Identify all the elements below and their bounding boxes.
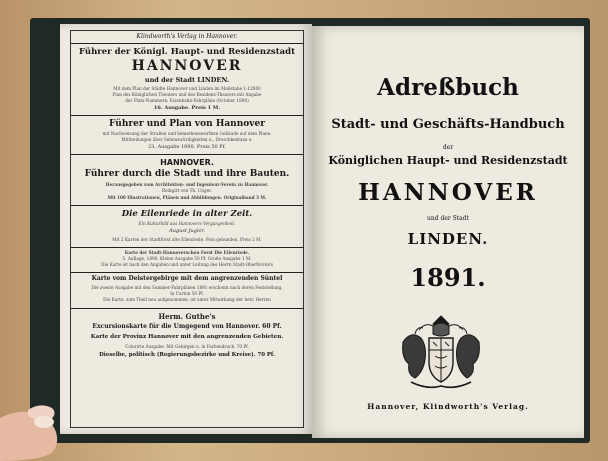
block2-line: Mittheilungen über Sehenswürdigkeiten u., Droschkentaxe u. xyxy=(121,137,253,142)
block7-line: Dieselbe, politisch (Regierungsbezirke und Kreise). 70 Pf. xyxy=(99,352,275,358)
block6-line: Die Karte, zum Theil neu aufgenommen, ist unter Mitwirkung der betr. Herren xyxy=(103,297,271,302)
divider xyxy=(71,247,303,248)
block4-title: Die Eilenriede in alter Zeit. xyxy=(121,209,253,219)
divider xyxy=(71,154,303,155)
block1-title: Führer der Königl. Haupt- und Residenzstadt xyxy=(79,47,295,57)
block1-line: Plan des Königlichen Theaters und des Residenz-Theaters mit Angabe xyxy=(112,92,262,97)
divider xyxy=(71,205,303,206)
block1-line: der Platz-Nummern. Eisenbahn-Fahrpläne (October 1890) xyxy=(125,98,249,103)
hand-image xyxy=(0,398,78,461)
title-und-der-stadt: und der Stadt xyxy=(427,215,469,222)
block3-line: Herausgegeben vom Architekten- und Ingenieur-Verein zu Hannover. xyxy=(105,182,269,187)
title-der: der xyxy=(442,144,454,151)
block2-price: 23. Ausgabe 1890. Preis 50 Pf. xyxy=(148,144,226,150)
title-hannover: HANNOVER xyxy=(358,179,538,206)
block4-line: Ein Kulturbild aus Hannovers Vergangenheit. xyxy=(138,221,236,226)
title-year: 1891. xyxy=(410,263,486,292)
block5-title: Karte der Stadt-Hannoverschen Forst Die Eilenriede. xyxy=(124,250,250,255)
block4-author: August Jugler. xyxy=(169,228,205,234)
divider xyxy=(71,308,303,309)
block4-price: Mit 2 Karten der Stadtforst alte Eilenriede. Fein gebunden. Preis 2 M. xyxy=(112,237,262,242)
block1-city: HANNOVER xyxy=(131,58,243,74)
block2-title: Führer und Plan von Hannover xyxy=(109,119,265,129)
coat-of-arms-icon xyxy=(397,312,485,394)
block6-line: In Carton 50 Pf. xyxy=(170,291,204,296)
block3-line: Redigirt von Th. Unger. xyxy=(161,188,212,193)
block1-subtitle: und der Stadt LINDEN. xyxy=(144,76,230,84)
block7-line: Colorirte Ausgabe. Mit Gebirgen u. in Farbendruck. 70 Pf. xyxy=(125,344,249,349)
publisher-header: Klindworth's Verlag in Hannover. xyxy=(136,33,238,40)
block3-price: Mit 100 Illustrationen, Plänen und Abbildungen. Originalband 3 M. xyxy=(107,195,267,200)
block1-price: 16. Ausgabe. Preis 1 M. xyxy=(153,105,221,111)
block3-subtitle: Führer durch die Stadt und ihre Bauten. xyxy=(84,169,290,179)
divider xyxy=(71,43,303,44)
block6-title: Karte vom Deistergebirge mit dem angrenzenden Süntel xyxy=(91,275,283,282)
divider xyxy=(71,115,303,116)
title-footer: Hannover, Klindworth's Verlag. xyxy=(367,402,529,411)
block5-line: Die Karte ist nach den Angaben und unter Leitung des Herrn Stadt-Oberförsters xyxy=(101,262,273,267)
block2-line: mit Nachweisung der Straßen und bemerkenswerthen Gebäude auf dem Plane. xyxy=(102,131,272,136)
title-handbuch: Stadt- und Geschäfts-Handbuch xyxy=(331,117,565,132)
divider xyxy=(71,272,303,273)
advertisement-frame xyxy=(70,30,304,428)
block3-title: HANNOVER. xyxy=(160,158,214,167)
block7-line: Excursionskarte für die Umgegend von Hannover. 60 Pf. xyxy=(92,323,282,330)
block7-line: Karte der Provinz Hannover mit den angrenzenden Gebieten. xyxy=(90,334,284,340)
block7-title: Herm. Guthe's xyxy=(158,312,216,321)
block1-line: Mit dem Plan der Städte Hannover und Linden im Maßstabe 1:12000 xyxy=(113,86,261,91)
title-linden: LINDEN. xyxy=(407,230,489,248)
title-adressbuch: Adreßbuch xyxy=(377,74,519,101)
block5-line: 5. Auflage, 1890. Kleine Ausgabe 50 Pf. Große Ausgabe 1 M. xyxy=(122,256,252,261)
title-residenzstadt: Königlichen Haupt- und Residenzstadt xyxy=(328,154,568,167)
block6-line: Die zweite Ausgabe mit den Sommer-Fahrplänen 1891 erscheint nach deren Feststellung. xyxy=(91,285,283,290)
